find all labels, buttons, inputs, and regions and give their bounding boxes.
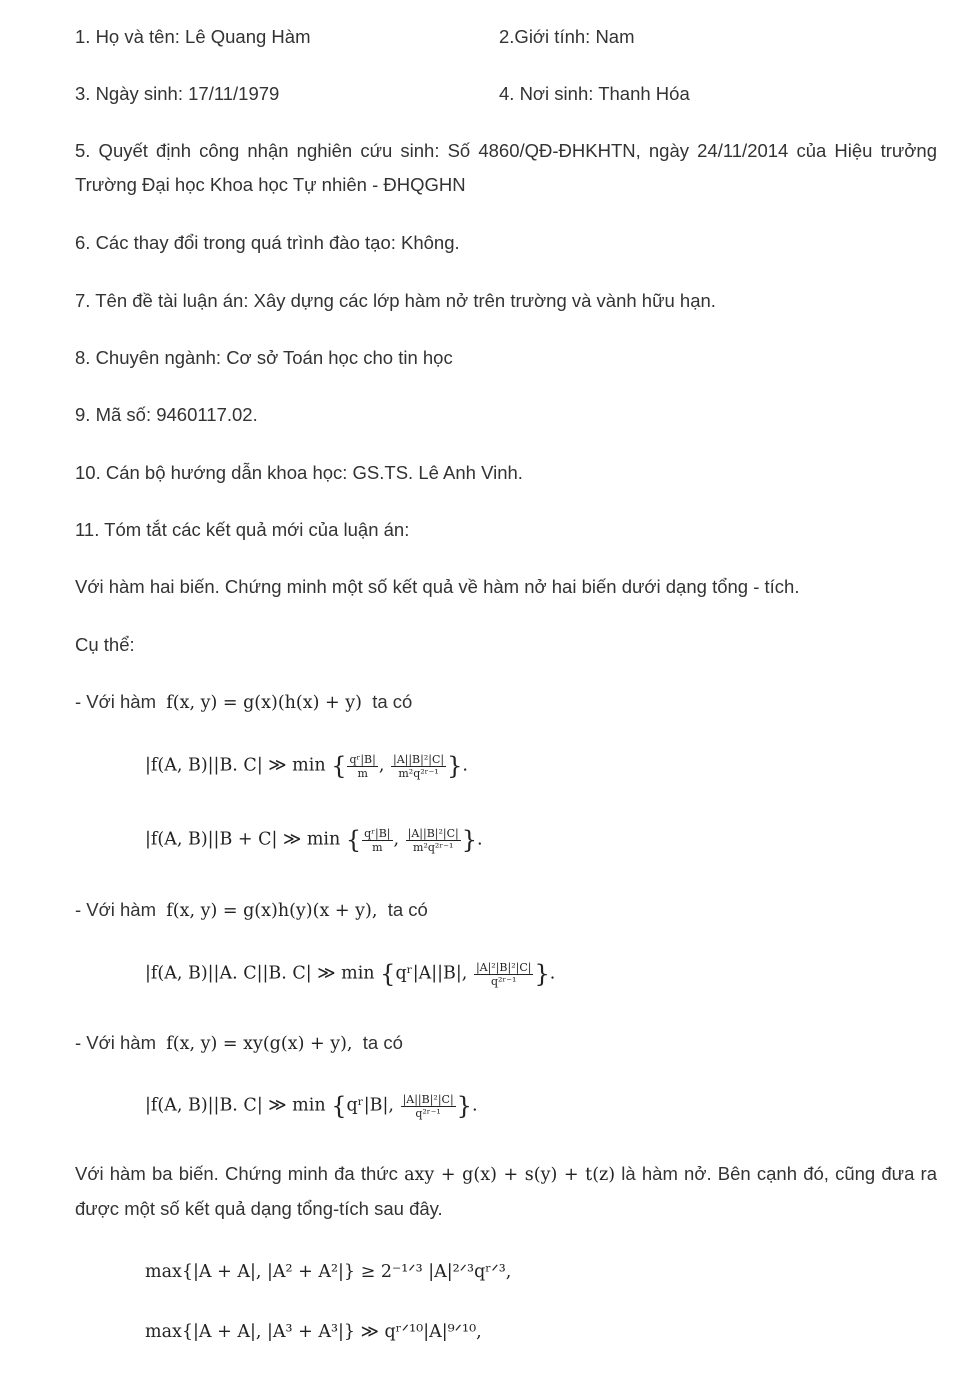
case3-function: f(x, y) = xy(g(x) + y),: [166, 1034, 353, 1054]
equation-2: |f(A, B)||B + C| ≫ min { $\frac{\text{qʳ|B|}}{m}$ , $\frac{\text{|A||B|²|C|}}{\text{m²q²ʳ⁻¹}}$ }.: [145, 826, 483, 854]
equation-3: |f(A, B)||A. C||B. C| ≫ min {qʳ|A||B|, $\frac{\text{|A|²|B|²|C|}}{\text{q²ʳ⁻¹}}$ }.: [145, 960, 556, 988]
eq2-frac2: $\frac{\text{|A||B|²|C|}}{\text{m²q²ʳ⁻¹}}$: [407, 826, 459, 854]
eq1-left: |f(A, B)||B. C| ≫ min: [145, 755, 326, 776]
eq2-frac1: $\frac{\text{qʳ|B|}}{m}$: [364, 826, 391, 854]
summary-two-var: Với hàm hai biến. Chứng minh một số kết quả về hàm nở hai biến dưới dạng tổng - tích.: [75, 576, 800, 597]
eq2-left: |f(A, B)||B + C| ≫ min: [145, 829, 341, 850]
case3-suffix: ta có: [362, 1032, 403, 1053]
three-var-text-2: là hàm nở. Bên cạnh đó, cũng đưa ra được một số kết quả dạng tổng-tích sau đây.: [75, 1163, 937, 1219]
field-major: 8. Chuyên ngành: Cơ sở Toán học cho tin học: [75, 347, 453, 368]
case2-prefix: - Với hàm: [75, 899, 157, 920]
field-birthplace: 4. Nơi sinh: Thanh Hóa: [499, 83, 690, 104]
case1-suffix: ta có: [372, 691, 413, 712]
eq1-frac2: $\frac{\text{|A||B|²|C|}}{\text{m²q²ʳ⁻¹}}$: [392, 752, 445, 780]
field-decision: 5. Quyết định công nhận nghiên cứu sinh: Số 4860/QĐ-ĐHKHTN, ngày 24/11/2014 của Hiệu trưởng Trường Đại học Khoa học Tự nhiên - ĐHQGHN: [75, 140, 937, 195]
case1-function: f(x, y) = g(x)(h(x) + y): [166, 693, 362, 713]
field-thesis-title: 7. Tên đề tài luận án: Xây dựng các lớp hàm nở trên trường và vành hữu hạn.: [75, 290, 716, 311]
case3-prefix: - Với hàm: [75, 1032, 157, 1053]
eq4-left: |f(A, B)||B. C| ≫ min: [145, 1095, 326, 1116]
eq3-mid: qʳ|A||B|,: [395, 963, 468, 984]
summary-specifically: Cụ thể:: [75, 634, 135, 655]
case2-suffix: ta có: [387, 899, 428, 920]
case1-line: [75, 691, 412, 713]
equation-5: max{|A + A|, |A² + A²|} ≥ 2⁻¹ᐟ³ |A|²ᐟ³qʳᐟ³,: [145, 1262, 512, 1282]
case2-line: [75, 899, 428, 921]
equation-4: |f(A, B)||B. C| ≫ min {qʳ|B|, $\frac{\text{|A||B|²|C|}}{\text{q²ʳ⁻¹}}$ }.: [145, 1092, 478, 1120]
equation-1: |f(A, B)||B. C| ≫ min { $\frac{\text{qʳ|B|}}{m}$ , $\frac{\text{|A||B|²|C|}}{\text{m²q²ʳ⁻¹}}$ }.: [145, 752, 468, 780]
eq3-left: |f(A, B)||A. C||B. C| ≫ min: [145, 963, 375, 984]
eq4-mid: qʳ|B|,: [346, 1095, 394, 1116]
field-summary-heading: 11. Tóm tắt các kết quả mới của luận án:: [75, 519, 410, 540]
summary-three-var: [75, 1157, 937, 1226]
field-gender: 2.Giới tính: Nam: [499, 26, 635, 47]
case1-prefix: - Với hàm: [75, 691, 157, 712]
field-name: 1. Họ và tên: Lê Quang Hàm: [75, 26, 311, 47]
field-code: 9. Mã số: 9460117.02.: [75, 404, 258, 425]
eq3-frac: $\frac{\text{|A|²|B|²|C|}}{\text{q²ʳ⁻¹}}$: [475, 960, 532, 988]
three-var-polynomial: axy + g(x) + s(y) + t(z): [404, 1165, 616, 1185]
field-birthdate: 3. Ngày sinh: 17/11/1979: [75, 83, 280, 104]
case3-line: [75, 1032, 403, 1054]
eq4-frac: $\frac{\text{|A||B|²|C|}}{\text{q²ʳ⁻¹}}$: [402, 1092, 454, 1120]
eq1-frac1: $\frac{\text{qʳ|B|}}{m}$: [349, 752, 376, 780]
equation-6: max{|A + A|, |A³ + A³|} ≫ qʳᐟ¹⁰|A|⁹ᐟ¹⁰,: [145, 1322, 482, 1342]
case2-function: f(x, y) = g(x)h(y)(x + y),: [166, 901, 378, 921]
field-changes: 6. Các thay đổi trong quá trình đào tạo: Không.: [75, 232, 460, 253]
three-var-text-1: Với hàm ba biến. Chứng minh đa thức: [75, 1163, 398, 1184]
field-supervisor: 10. Cán bộ hướng dẫn khoa học: GS.TS. Lê Anh Vinh.: [75, 462, 523, 483]
